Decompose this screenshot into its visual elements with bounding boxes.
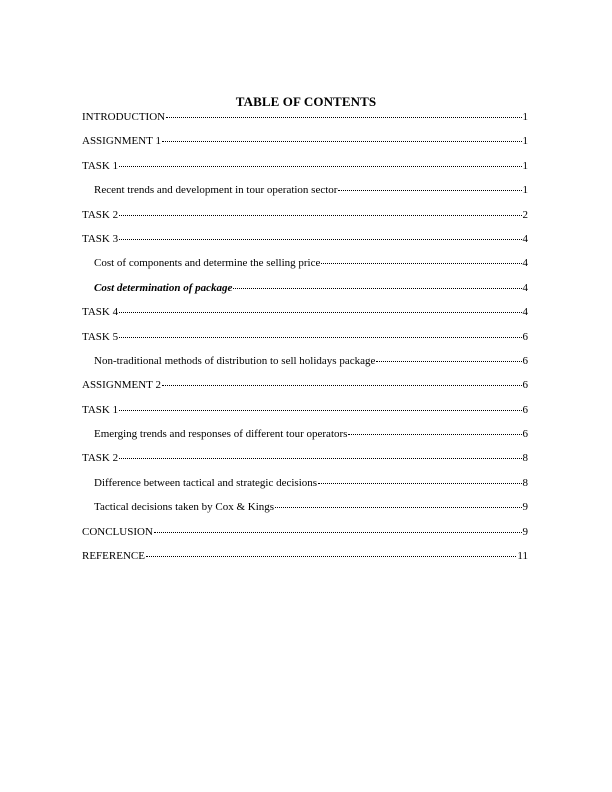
toc-entry-label: Emerging trends and responses of different tour operators bbox=[94, 428, 348, 441]
toc-entry-label: REFERENCE bbox=[82, 550, 145, 563]
toc-dot-leader bbox=[119, 215, 521, 216]
toc-entry-page-number: 1 bbox=[522, 111, 528, 123]
toc-entry-page-number: 4 bbox=[522, 257, 528, 270]
toc-dot-leader bbox=[162, 385, 522, 386]
toc-entry-page-number: 4 bbox=[522, 281, 528, 294]
toc-entry-page-number: 8 bbox=[522, 452, 528, 465]
toc-entry[interactable] bbox=[82, 525, 528, 549]
toc-dot-leader bbox=[119, 239, 521, 240]
toc-entry-label: TASK 5 bbox=[82, 330, 119, 343]
toc-dot-leader bbox=[233, 288, 521, 289]
toc-entry-label: TASK 2 bbox=[82, 452, 119, 465]
toc-list bbox=[82, 110, 528, 573]
toc-entry-page-number: 6 bbox=[522, 354, 528, 367]
toc-entry-label: ASSIGNMENT 2 bbox=[82, 379, 161, 392]
toc-entry[interactable] bbox=[82, 110, 528, 134]
toc-entry-label: Cost of components and determine the selling price bbox=[94, 257, 321, 270]
toc-dot-leader bbox=[348, 434, 521, 435]
toc-dot-leader bbox=[338, 190, 521, 191]
toc-entry[interactable] bbox=[82, 330, 528, 354]
toc-entry-page-number: 4 bbox=[522, 306, 528, 319]
toc-entry-label: Cost determination of package bbox=[94, 281, 233, 294]
toc-dot-leader bbox=[376, 361, 521, 362]
toc-entry[interactable] bbox=[82, 159, 528, 183]
toc-entry[interactable] bbox=[82, 281, 528, 305]
toc-entry-label: Recent trends and development in tour operation sector bbox=[94, 184, 338, 197]
toc-entry-label: TASK 2 bbox=[82, 208, 119, 221]
toc-entry-page-number: 11 bbox=[517, 550, 528, 563]
toc-entry[interactable] bbox=[82, 500, 528, 524]
toc-dot-leader bbox=[119, 337, 521, 338]
toc-entry-page-number: 1 bbox=[522, 184, 528, 197]
toc-entry-label: Difference between tactical and strategic decisions bbox=[94, 476, 318, 489]
toc-entry-page-number: 6 bbox=[522, 403, 528, 416]
toc-entry-page-number: 4 bbox=[522, 232, 528, 245]
toc-entry-label: Tactical decisions taken by Cox & Kings bbox=[94, 501, 275, 514]
toc-entry[interactable] bbox=[82, 451, 528, 475]
toc-dot-leader bbox=[162, 141, 522, 142]
toc-entry-page-number: 6 bbox=[522, 379, 528, 392]
toc-entry-page-number: 1 bbox=[522, 159, 528, 172]
toc-entry[interactable] bbox=[82, 183, 528, 207]
toc-entry-label: INTRODUCTION bbox=[82, 111, 166, 123]
toc-entry[interactable] bbox=[82, 208, 528, 232]
toc-entry[interactable] bbox=[82, 549, 528, 573]
toc-dot-leader bbox=[119, 410, 521, 411]
toc-entry-page-number: 2 bbox=[522, 208, 528, 221]
toc-dot-leader bbox=[119, 458, 521, 459]
toc-entry-page-number: 8 bbox=[522, 476, 528, 489]
toc-entry[interactable] bbox=[82, 476, 528, 500]
toc-dot-leader bbox=[146, 556, 516, 557]
toc-entry[interactable] bbox=[82, 134, 528, 158]
toc-entry[interactable] bbox=[82, 305, 528, 329]
toc-entry-label: TASK 3 bbox=[82, 232, 119, 245]
toc-dot-leader bbox=[321, 263, 521, 264]
toc-entry-label: TASK 1 bbox=[82, 403, 119, 416]
toc-title: TABLE OF CONTENTS bbox=[235, 94, 377, 109]
toc-entry-page-number: 6 bbox=[522, 428, 528, 441]
toc-dot-leader bbox=[154, 532, 522, 533]
toc-entry-label: Non-traditional methods of distribution to sell holidays package bbox=[94, 354, 376, 367]
toc-entry-label: TASK 4 bbox=[82, 306, 119, 319]
toc-dot-leader bbox=[318, 483, 521, 484]
toc-entry[interactable] bbox=[82, 378, 528, 402]
toc-entry-page-number: 9 bbox=[522, 525, 528, 538]
toc-entry[interactable] bbox=[82, 403, 528, 427]
toc-entry[interactable] bbox=[82, 256, 528, 280]
toc-entry[interactable] bbox=[82, 232, 528, 256]
toc-dot-leader bbox=[119, 312, 521, 313]
toc-entry[interactable] bbox=[82, 354, 528, 378]
toc-entry-page-number: 9 bbox=[522, 501, 528, 514]
toc-entry-label: CONCLUSION bbox=[82, 525, 153, 538]
toc-entry-page-number: 1 bbox=[522, 135, 528, 148]
toc-entry-page-number: 6 bbox=[522, 330, 528, 343]
toc-entry-label: ASSIGNMENT 1 bbox=[82, 135, 161, 148]
toc-entry-label: TASK 1 bbox=[82, 159, 119, 172]
toc-dot-leader bbox=[119, 166, 521, 167]
toc-dot-leader bbox=[166, 117, 521, 118]
toc-dot-leader bbox=[275, 507, 521, 508]
toc-entry[interactable] bbox=[82, 427, 528, 451]
